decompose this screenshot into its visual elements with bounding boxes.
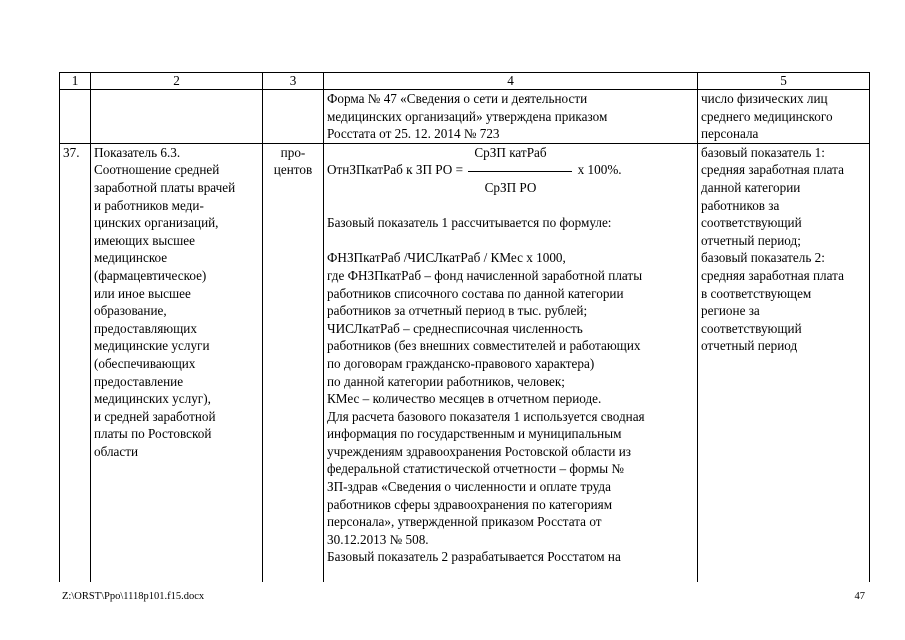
text-line: платы по Ростовской xyxy=(94,426,212,442)
text-line: Для расчета базового показателя 1 используется сводная xyxy=(327,408,645,424)
header-cell: 1 xyxy=(60,73,91,90)
text-line: работников сферы здравоохранения по категориям xyxy=(327,496,613,512)
text-line: про- xyxy=(280,144,306,160)
text-line: базовый показатель 2: xyxy=(701,250,825,266)
formula-numerator: СрЗП катРаб xyxy=(474,144,547,160)
text-line: медицинские услуги xyxy=(94,338,210,354)
cell-method xyxy=(324,90,698,144)
method-text xyxy=(327,144,694,582)
text-line: работников за xyxy=(701,197,780,213)
text-line: области xyxy=(94,443,139,459)
text-line: в соответствующем xyxy=(701,285,812,301)
formula-lhs: ОтнЗПкатРаб к ЗП РО = xyxy=(327,162,467,178)
text-line: работников (без внешних совместителей и работающих xyxy=(327,338,641,354)
text-line: 30.12.2013 № 508. xyxy=(327,531,429,547)
formula-denominator: СрЗП РО xyxy=(484,179,537,195)
text-line: ЧИСЛкатРаб – среднесписочная численность xyxy=(327,320,583,336)
text-line: работников списочного состава по данной категории xyxy=(327,285,624,301)
cell-indicator xyxy=(91,143,263,582)
header-cell: 3 xyxy=(263,73,324,90)
text-line: отчетный период; xyxy=(701,232,801,248)
text-line: предоставляющих xyxy=(94,320,197,336)
fraction-bar xyxy=(468,171,572,172)
cell-indicator xyxy=(91,90,263,144)
text-line: цинских организаций, xyxy=(94,215,219,231)
text-line: или иное высшее xyxy=(94,285,191,301)
text-line: имеющих высшее xyxy=(94,232,196,248)
text-line: отчетный период xyxy=(701,338,798,354)
text-line: работников за отчетный период в тыс. рублей; xyxy=(327,303,588,319)
footer-page-number: 47 xyxy=(854,591,865,602)
text-line: медицинское xyxy=(94,250,168,266)
text-line: предоставление xyxy=(94,373,184,389)
text-line: по договорам гражданско-правового характера) xyxy=(327,355,595,371)
table-row-37 xyxy=(60,143,870,582)
spacer xyxy=(327,197,694,215)
cell-method xyxy=(324,143,698,582)
text-line: персонала», утвержденной приказом Росстата от xyxy=(327,514,602,530)
text-line: Показатель 6.3. xyxy=(94,144,181,160)
row-number: 37. xyxy=(63,144,80,160)
text-line: Базовый показатель 2 разрабатывается Росстатом на xyxy=(327,549,621,565)
text-line: и средней заработной xyxy=(94,408,216,424)
cell-num xyxy=(60,90,91,144)
text-line: ЗП-здрав «Сведения о численности и оплате труда xyxy=(327,479,611,495)
text-line: заработной платы врачей xyxy=(94,179,236,195)
text-line: (обеспечивающих xyxy=(94,355,196,371)
text-line: медицинских организаций» утверждена приказом xyxy=(327,108,608,124)
text-line: соответствующий xyxy=(701,320,802,336)
text-line: ФНЗПкатРаб /ЧИСЛкатРаб / КМес х 1000, xyxy=(327,250,566,266)
formula-line xyxy=(327,161,694,179)
document-table xyxy=(59,72,870,582)
text-line: Соотношение средней xyxy=(94,162,220,178)
cell-base xyxy=(698,90,870,144)
cell-num xyxy=(60,143,91,582)
text-line: образование, xyxy=(94,303,167,319)
text-line: информация по государственным и муниципальным xyxy=(327,426,622,442)
text-line: центов xyxy=(273,162,313,178)
header-cell: 4 xyxy=(324,73,698,90)
text-line: Форма № 47 «Сведения о сети и деятельности xyxy=(327,91,588,106)
text-line: федеральной статистической отчетности – формы № xyxy=(327,461,624,477)
text-line: медицинских услуг), xyxy=(94,391,211,407)
text-line: регионе за xyxy=(701,303,760,319)
cell-base xyxy=(698,143,870,582)
header-cell: 2 xyxy=(91,73,263,90)
cell-unit xyxy=(263,143,324,582)
header-cell: 5 xyxy=(698,73,870,90)
text-line: учреждениям здравоохранения Ростовской области из xyxy=(327,443,632,459)
text-line: средняя заработная плата xyxy=(701,267,844,283)
text-line: соответствующий xyxy=(701,215,802,231)
text-line: и работников меди- xyxy=(94,197,204,213)
text-line: Росстата от 25. 12. 2014 № 723 xyxy=(327,126,500,142)
text-line: КМес – количество месяцев в отчетном периоде. xyxy=(327,391,602,407)
formula-rhs: х 100%. xyxy=(574,162,622,178)
text-line: число физических лиц xyxy=(701,91,828,106)
text-line: данной категории xyxy=(701,179,801,195)
footer-file-path: Z:\ORST\Ppo\1118p101.f15.docx xyxy=(62,591,205,602)
text-line: средняя заработная плата xyxy=(701,162,844,178)
cell-unit xyxy=(263,90,324,144)
spacer xyxy=(327,232,694,250)
table-row-continued xyxy=(60,90,870,144)
text-line: персонала xyxy=(701,126,759,142)
text-line: (фармацевтическое) xyxy=(94,267,207,283)
text-line: где ФНЗПкатРаб – фонд начисленной заработной платы xyxy=(327,267,643,283)
text-line: Базовый показатель 1 рассчитывается по формуле: xyxy=(327,215,612,231)
text-line: базовый показатель 1: xyxy=(701,144,825,160)
text-line: среднего медицинского xyxy=(701,108,833,124)
text-line: по данной категории работников, человек; xyxy=(327,373,565,389)
table-header-row xyxy=(60,73,870,90)
